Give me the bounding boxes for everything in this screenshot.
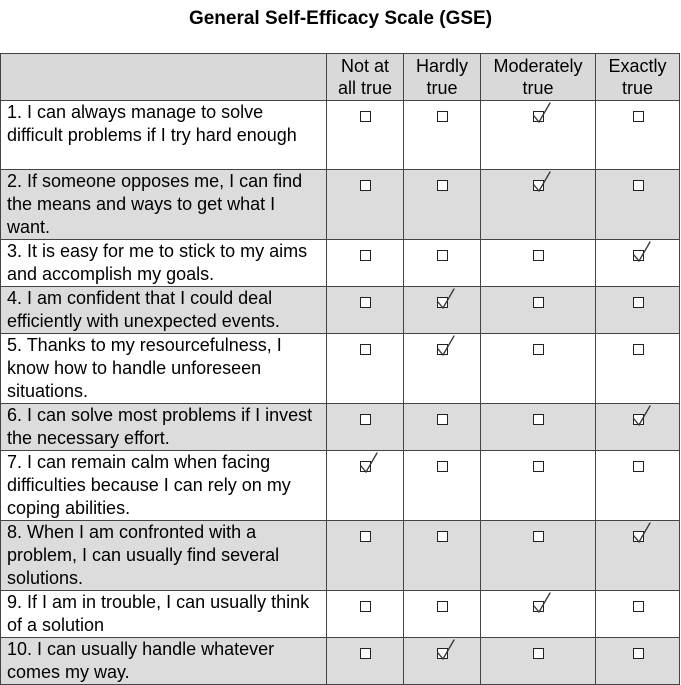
checkbox-icon[interactable] [633, 648, 644, 659]
checkbox-icon[interactable] [360, 344, 371, 355]
column-header-moderately-true: Moderately true [481, 54, 596, 101]
response-cell-exactly-true [596, 521, 680, 591]
table-row [1, 591, 680, 638]
response-cell-not-at-all-true [327, 591, 404, 638]
checkbox-icon[interactable] [533, 297, 544, 308]
checkbox-icon[interactable] [437, 461, 448, 472]
response-cell-moderately-true [481, 638, 596, 685]
response-cell-exactly-true [596, 170, 680, 240]
checkbox-icon[interactable] [437, 250, 448, 261]
response-cell-hardly-true [404, 101, 481, 170]
checkbox-icon[interactable] [533, 180, 544, 191]
response-cell-hardly-true [404, 591, 481, 638]
checkbox-icon[interactable] [533, 250, 544, 261]
checkbox-icon[interactable] [633, 297, 644, 308]
table-row [1, 451, 680, 521]
checkbox-icon[interactable] [360, 601, 371, 612]
response-cell-moderately-true [481, 591, 596, 638]
response-cell-not-at-all-true [327, 521, 404, 591]
response-cell-moderately-true [481, 101, 596, 170]
item-question: 1. I can always manage to solve difficult problems if I try hard enough [1, 101, 327, 170]
item-question: 6. I can solve most problems if I invest the necessary effort. [1, 404, 327, 451]
response-cell-moderately-true [481, 170, 596, 240]
response-cell-moderately-true [481, 287, 596, 334]
item-question: 7. I can remain calm when facing difficulties because I can rely on my coping abilities. [1, 451, 327, 521]
response-cell-hardly-true [404, 240, 481, 287]
response-cell-not-at-all-true [327, 638, 404, 685]
response-cell-exactly-true [596, 240, 680, 287]
response-cell-exactly-true [596, 101, 680, 170]
checkbox-icon[interactable] [360, 250, 371, 261]
checkbox-icon[interactable] [633, 461, 644, 472]
response-cell-hardly-true [404, 170, 481, 240]
page-title: General Self-Efficacy Scale (GSE) [188, 8, 493, 29]
item-question: 9. If I am in trouble, I can usually think of a solution [1, 591, 327, 638]
response-cell-moderately-true [481, 404, 596, 451]
checkbox-icon[interactable] [533, 531, 544, 542]
item-question: 2. If someone opposes me, I can find the means and ways to get what I want. [1, 170, 327, 240]
checkbox-icon[interactable] [633, 531, 644, 542]
response-cell-moderately-true [481, 451, 596, 521]
response-cell-exactly-true [596, 451, 680, 521]
checkbox-icon[interactable] [437, 111, 448, 122]
item-question: 5. Thanks to my resourcefulness, I know how to handle unforeseen situations. [1, 334, 327, 404]
item-question: 3. It is easy for me to stick to my aims and accomplish my goals. [1, 240, 327, 287]
checkbox-icon[interactable] [633, 414, 644, 425]
checkbox-icon[interactable] [437, 180, 448, 191]
checkbox-icon[interactable] [633, 344, 644, 355]
response-cell-moderately-true [481, 521, 596, 591]
table-row [1, 101, 680, 170]
response-cell-exactly-true [596, 638, 680, 685]
item-question: 8. When I am confronted with a problem, I can usually find several solutions. [1, 521, 327, 591]
checkbox-icon[interactable] [633, 250, 644, 261]
checkbox-icon[interactable] [360, 414, 371, 425]
checkbox-icon[interactable] [360, 648, 371, 659]
response-cell-exactly-true [596, 404, 680, 451]
checkbox-icon[interactable] [633, 111, 644, 122]
table-row [1, 170, 680, 240]
column-header-exactly-true: Exactly true [596, 54, 680, 101]
response-cell-not-at-all-true [327, 334, 404, 404]
table-row [1, 334, 680, 404]
response-cell-hardly-true [404, 521, 481, 591]
checkbox-icon[interactable] [360, 531, 371, 542]
item-column-header [1, 54, 327, 101]
checkbox-icon[interactable] [533, 414, 544, 425]
response-cell-exactly-true [596, 287, 680, 334]
item-question: 4. I am confident that I could deal efficiently with unexpected events. [1, 287, 327, 334]
checkbox-icon[interactable] [437, 531, 448, 542]
table-row [1, 521, 680, 591]
checkbox-icon[interactable] [633, 180, 644, 191]
table-row [1, 287, 680, 334]
response-cell-not-at-all-true [327, 287, 404, 334]
response-cell-not-at-all-true [327, 404, 404, 451]
column-header-hardly-true: Hardly true [404, 54, 481, 101]
checkbox-icon[interactable] [533, 461, 544, 472]
gse-table [0, 53, 680, 685]
checkbox-icon[interactable] [437, 414, 448, 425]
checkbox-icon[interactable] [360, 297, 371, 308]
checkbox-icon[interactable] [360, 111, 371, 122]
checkbox-icon[interactable] [437, 344, 448, 355]
checkbox-icon[interactable] [533, 648, 544, 659]
checkbox-icon[interactable] [360, 180, 371, 191]
response-cell-not-at-all-true [327, 170, 404, 240]
response-cell-not-at-all-true [327, 240, 404, 287]
checkbox-icon[interactable] [633, 601, 644, 612]
table-row [1, 638, 680, 685]
checkbox-icon[interactable] [437, 297, 448, 308]
checkbox-icon[interactable] [437, 601, 448, 612]
response-cell-hardly-true [404, 287, 481, 334]
response-cell-moderately-true [481, 334, 596, 404]
checkbox-icon[interactable] [360, 461, 371, 472]
table-row [1, 240, 680, 287]
column-header-not-at-all-true: Not at all true [327, 54, 404, 101]
response-cell-moderately-true [481, 240, 596, 287]
response-cell-exactly-true [596, 591, 680, 638]
checkbox-icon[interactable] [533, 344, 544, 355]
header-row [1, 54, 680, 101]
response-cell-not-at-all-true [327, 101, 404, 170]
response-cell-exactly-true [596, 334, 680, 404]
checkbox-icon[interactable] [533, 601, 544, 612]
response-cell-hardly-true [404, 451, 481, 521]
response-cell-hardly-true [404, 404, 481, 451]
response-cell-hardly-true [404, 334, 481, 404]
item-question: 10. I can usually handle whatever comes my way. [1, 638, 327, 685]
checkbox-icon[interactable] [533, 111, 544, 122]
checkbox-icon[interactable] [437, 648, 448, 659]
table-row [1, 404, 680, 451]
response-cell-hardly-true [404, 638, 481, 685]
response-cell-not-at-all-true [327, 451, 404, 521]
